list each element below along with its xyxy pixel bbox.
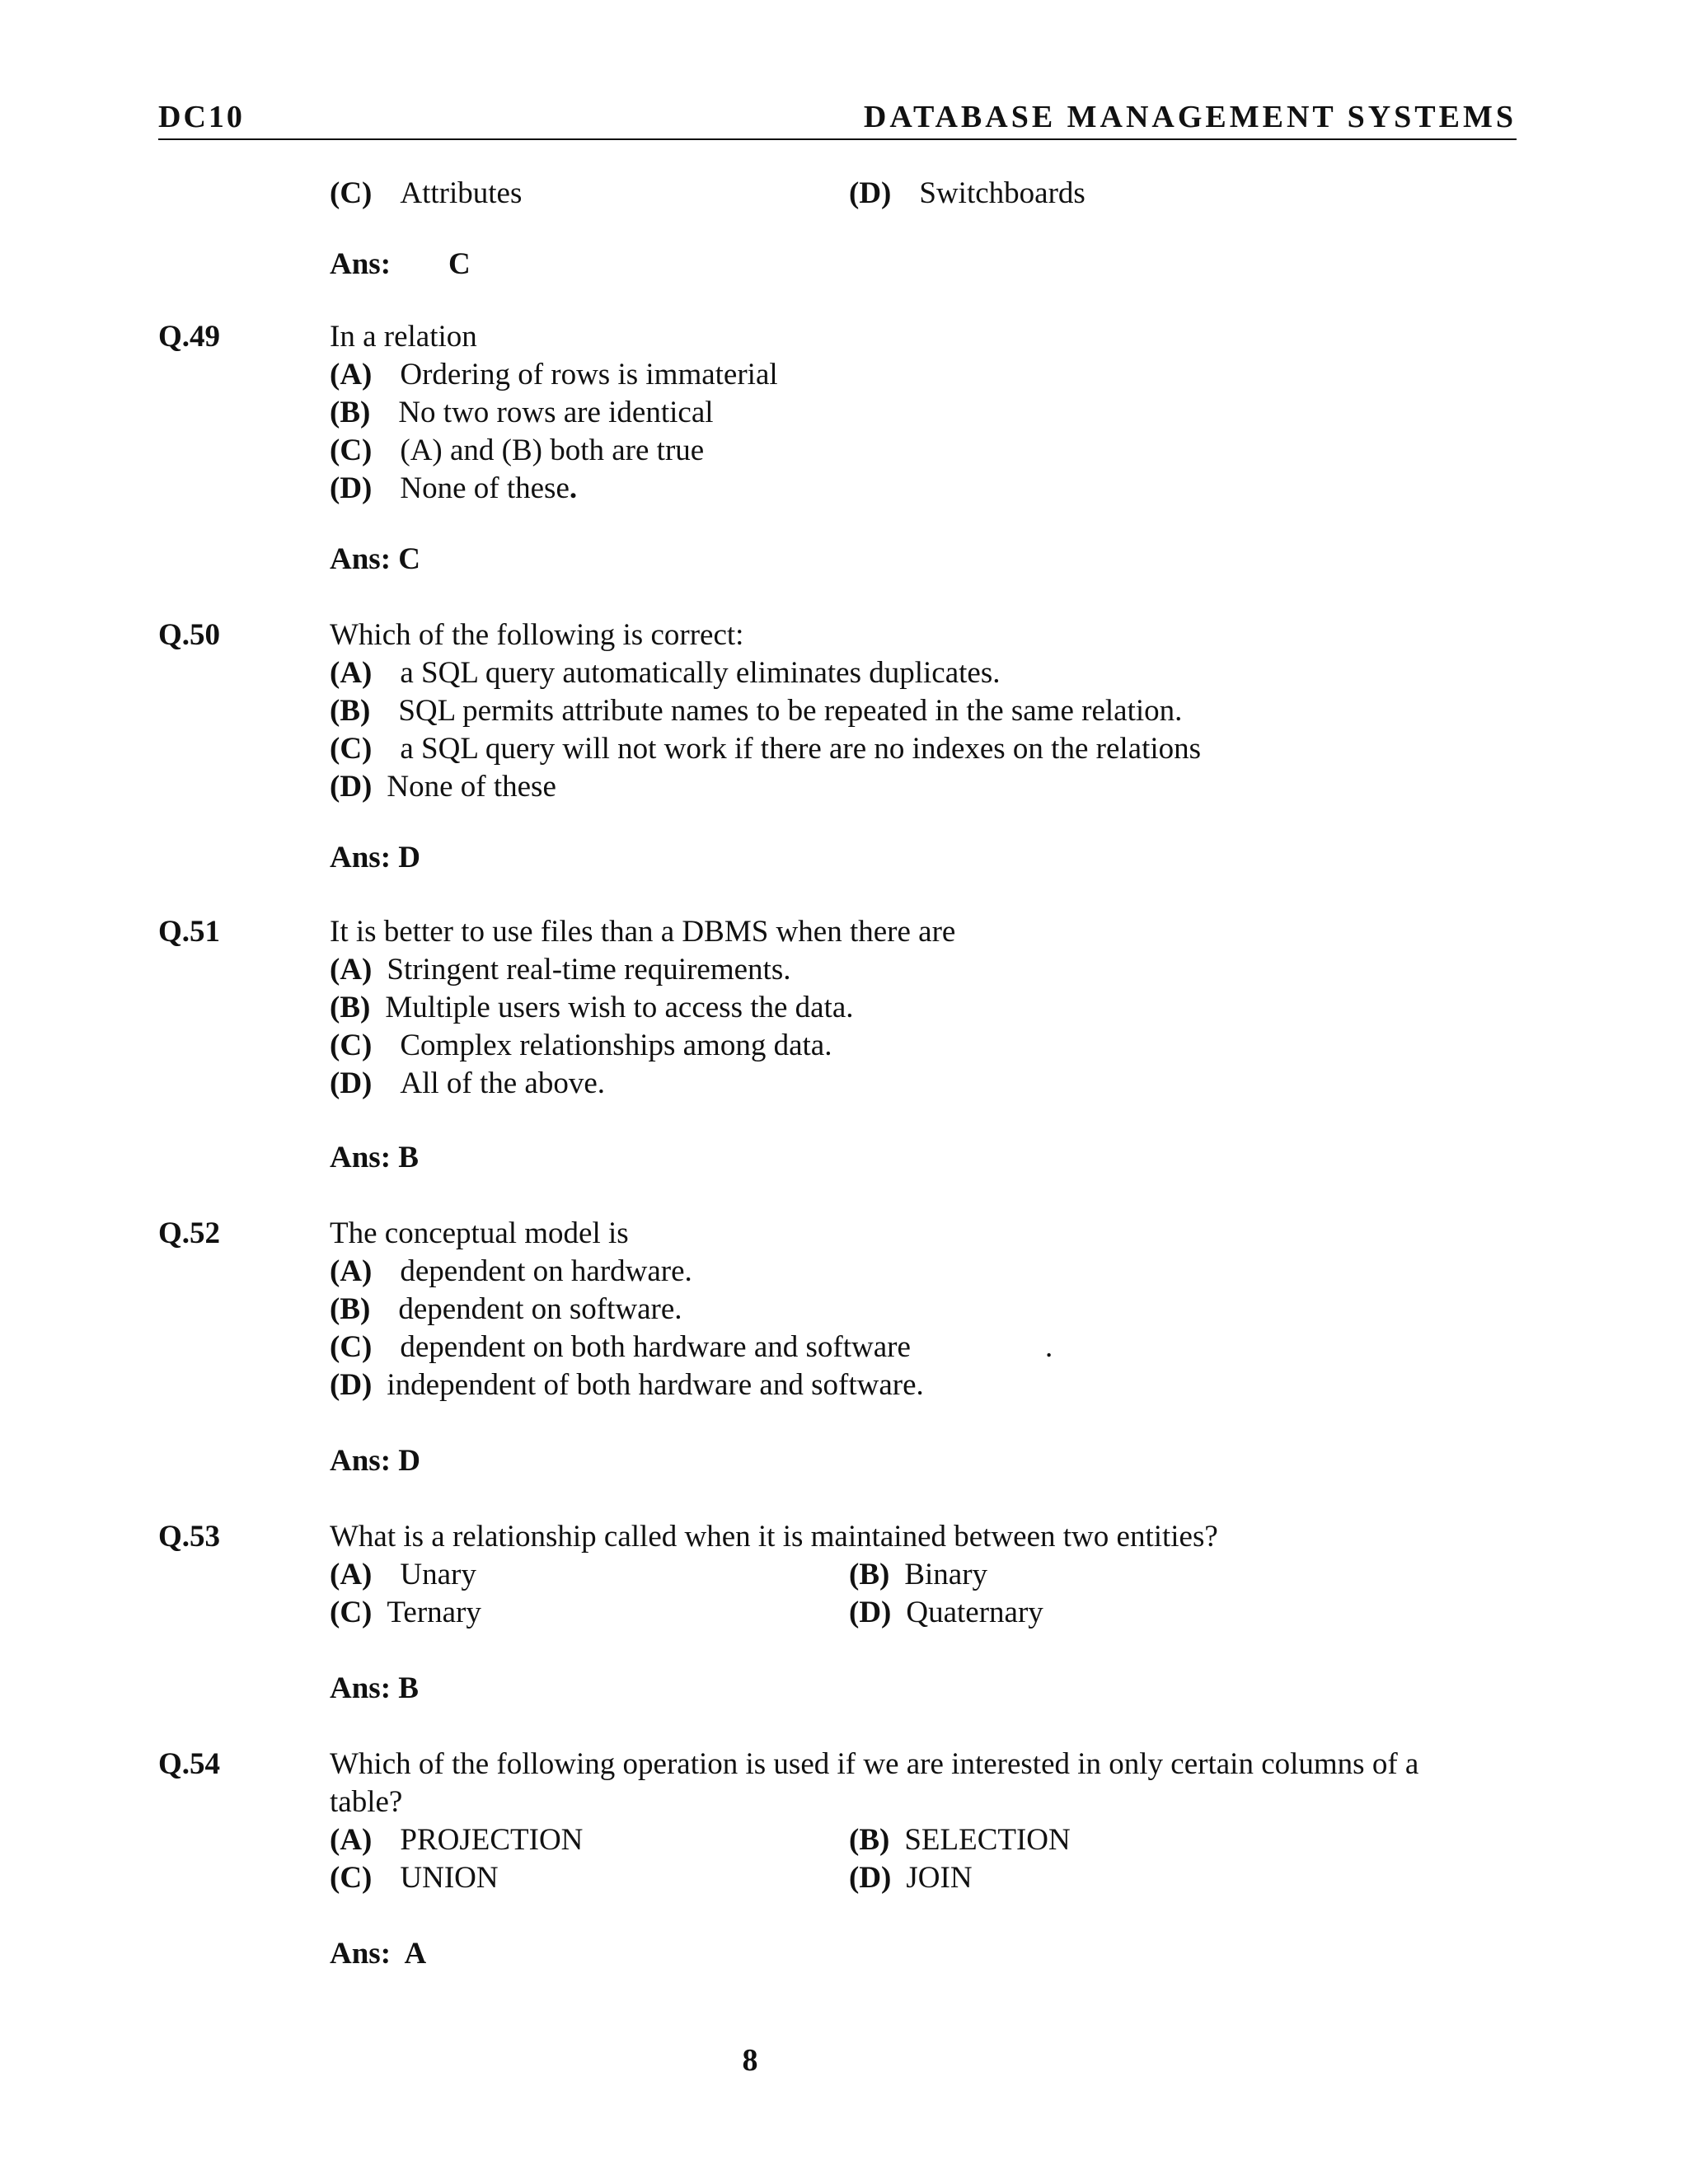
answer: Ans: B	[330, 1141, 419, 1174]
answer: Ans: A	[330, 1937, 427, 1971]
option-b: (B) SELECTION	[849, 1823, 1071, 1857]
option-d: (D) None of these	[330, 770, 556, 804]
question-stem: What is a relationship called when it is maintained between two entities?	[330, 1520, 1218, 1554]
question-number: Q.50	[158, 618, 221, 652]
answer: Ans: D	[330, 841, 420, 874]
answer: Ans: C	[330, 247, 471, 281]
page-header	[158, 97, 1517, 140]
option-c: (C) Complex relationships among data.	[330, 1029, 832, 1062]
question-number: Q.51	[158, 915, 221, 949]
option-b: (B) Multiple users wish to access the data.	[330, 991, 854, 1024]
option-d: (D) independent of both hardware and software.	[330, 1368, 924, 1402]
option-a: (A) Unary	[330, 1558, 476, 1591]
answer: Ans: D	[330, 1444, 420, 1478]
question-stem: It is better to use files than a DBMS when there are	[330, 915, 956, 949]
option-b: (B) SQL permits attribute names to be repeated in the same relation.	[330, 694, 1183, 728]
question-stem: Which of the following is correct:	[330, 618, 744, 652]
page-number: 8	[742, 2043, 758, 2078]
option-a: (A) a SQL query automatically eliminates duplicates.	[330, 656, 1001, 690]
option-b: (B) No two rows are identical	[330, 396, 714, 429]
option-d: (D) JOIN	[849, 1861, 973, 1895]
question-stem-continued: table?	[330, 1785, 403, 1819]
question-stem: Which of the following operation is used if we are interested in only certain columns of a	[330, 1747, 1419, 1781]
option-d: (D) All of the above.	[330, 1066, 606, 1100]
option-a: (A) PROJECTION	[330, 1823, 584, 1857]
option-b: (B) dependent on software.	[330, 1292, 682, 1326]
option-c: (C) a SQL query will not work if there are no indexes on the relations	[330, 732, 1202, 766]
question-stem: The conceptual model is	[330, 1216, 629, 1250]
option-a: (A) Ordering of rows is immaterial	[330, 358, 778, 391]
question-stem: In a relation	[330, 320, 477, 354]
option-d: (D) Quaternary	[849, 1596, 1043, 1629]
option-a: (A) Stringent real-time requirements.	[330, 953, 791, 987]
option-c: (C) (A) and (B) both are true	[330, 434, 705, 467]
answer: Ans: C	[330, 542, 420, 576]
question-number: Q.53	[158, 1520, 221, 1554]
option-c: (C) Attributes	[330, 176, 523, 210]
question-number: Q.52	[158, 1216, 221, 1250]
question-number: Q.54	[158, 1747, 221, 1781]
stray-period: .	[1045, 1330, 1053, 1364]
option-b: (B) Binary	[849, 1558, 988, 1591]
option-c: (C) Ternary	[330, 1596, 481, 1629]
option-a: (A) dependent on hardware.	[330, 1254, 692, 1288]
course-code: DC10	[158, 100, 245, 134]
option-d: (D) None of these.	[330, 471, 578, 505]
answer: Ans: B	[330, 1671, 419, 1705]
question-number: Q.49	[158, 320, 221, 354]
option-c: (C) dependent on both hardware and software	[330, 1330, 911, 1364]
option-d: (D) Switchboards	[849, 176, 1085, 210]
course-title: DATABASE MANAGEMENT SYSTEMS	[863, 100, 1517, 134]
option-c: (C) UNION	[330, 1861, 499, 1895]
